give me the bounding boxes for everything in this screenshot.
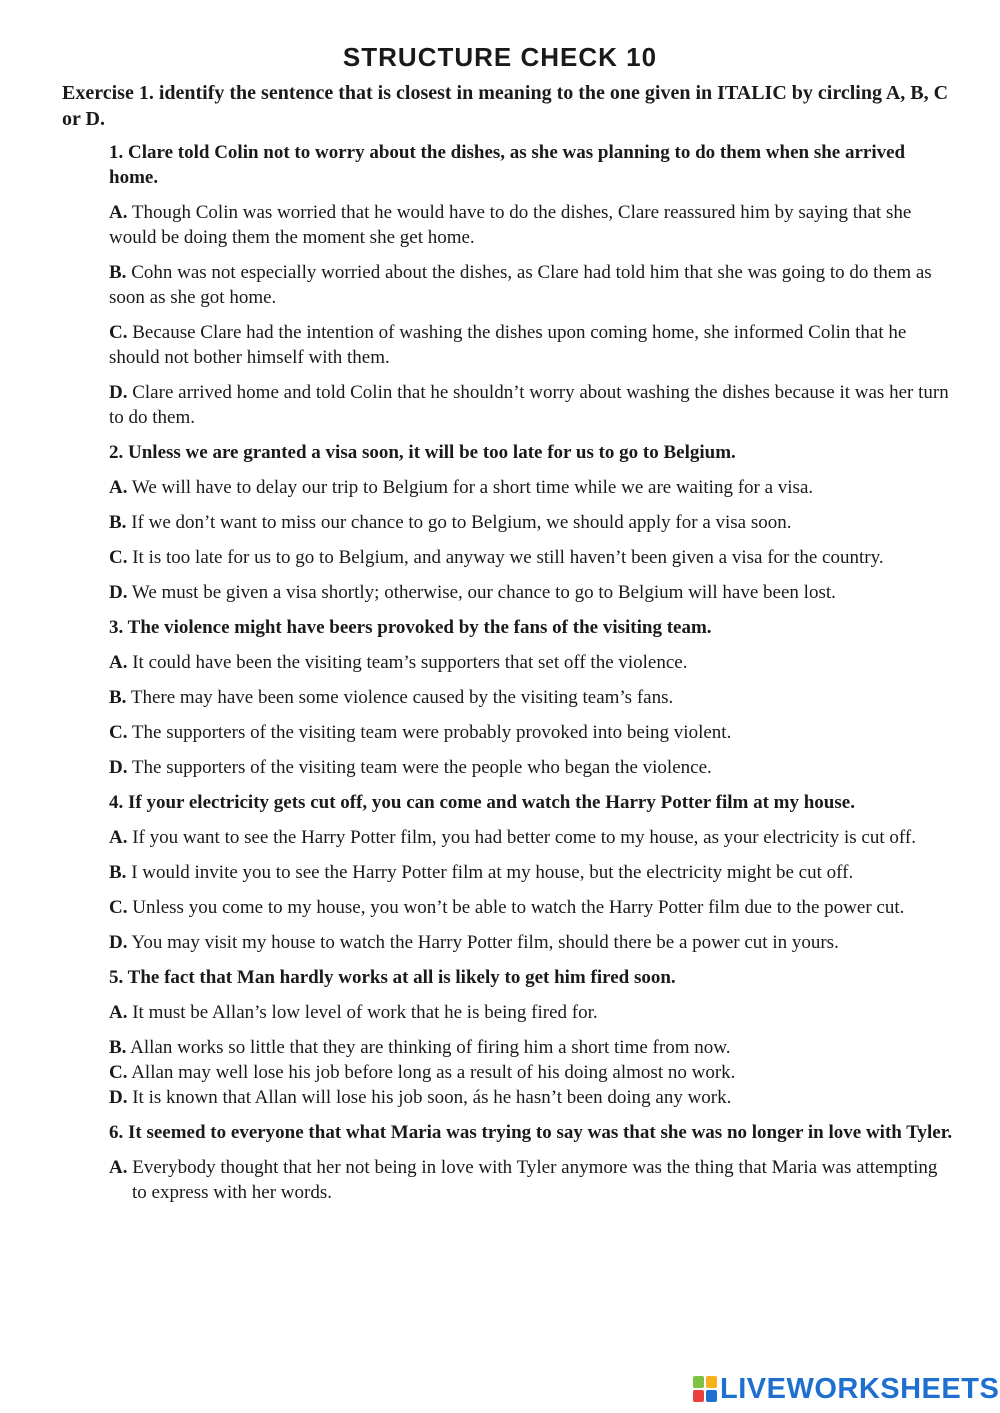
option-letter: A. [109, 1002, 128, 1023]
question-2-option-d[interactable] [109, 580, 954, 605]
question-5-option-b[interactable] [109, 1035, 954, 1060]
option-text: It is known that Allan will lose his job soon, ás he hasn’t been doing any work. [132, 1087, 732, 1108]
question-3-option-d[interactable] [109, 755, 954, 780]
liveworksheets-icon [693, 1376, 717, 1402]
option-text: Though Colin was worried that he would have to do the dishes, Clare reassured him by saying that she would be doing them the moment she get home. [109, 202, 912, 248]
question-1-option-a[interactable] [109, 200, 954, 250]
option-text: Allan may well lose his job before long as a result of his doing almost no work. [131, 1062, 736, 1083]
option-letter: C. [109, 1062, 128, 1083]
question-5-option-c[interactable] [109, 1060, 954, 1085]
option-text: Cohn was not especially worried about the dishes, as Clare had told him that she was going to do them as soon as she got home. [109, 262, 932, 308]
option-text: We will have to delay our trip to Belgium for a short time while we are waiting for a visa. [131, 477, 814, 498]
question-1-option-b[interactable] [109, 260, 954, 310]
option-letter: D. [109, 382, 128, 403]
option-letter: D. [109, 582, 128, 603]
logo-text: LIVEWORKSHEETS [720, 1372, 1000, 1405]
question-3-option-b[interactable] [109, 685, 954, 710]
option-text: Unless you come to my house, you won’t be able to watch the Harry Potter film due to the power cut. [132, 897, 905, 918]
question-2-option-b[interactable] [109, 510, 954, 535]
option-letter: D. [109, 757, 128, 778]
option-text: It must be Allan’s low level of work that he is being fired for. [132, 1002, 598, 1023]
question-4-option-d[interactable] [109, 930, 954, 955]
option-letter: B. [109, 512, 127, 533]
exercise-instruction: Exercise 1. identify the sentence that is closest in meaning to the one given in ITALIC by circling A, B, C or D. [62, 82, 949, 130]
option-text: Everybody thought that her not being in love with Tyler anymore was the thing that Maria was attempting to express with her words. [132, 1157, 938, 1203]
option-letter: D. [109, 1087, 128, 1108]
option-text: If you want to see the Harry Potter film, you had better come to my house, as your electricity is cut off. [132, 827, 916, 848]
option-letter: A. [109, 652, 128, 673]
liveworksheets-logo [693, 1371, 999, 1407]
question-4-option-c[interactable] [109, 895, 954, 920]
option-letter: B. [109, 1037, 127, 1058]
question-4-prompt: 4. If your electricity gets cut off, you can come and watch the Harry Potter film at my house. [109, 792, 855, 813]
question-5-option-d[interactable] [109, 1085, 954, 1110]
option-text: The supporters of the visiting team were the people who began the violence. [131, 757, 712, 778]
option-letter: B. [109, 262, 127, 283]
option-text: We must be given a visa shortly; otherwise, our chance to go to Belgium will have been lost. [131, 582, 836, 603]
question-3-option-a[interactable] [109, 650, 954, 675]
option-text: It could have been the visiting team’s supporters that set off the violence. [132, 652, 688, 673]
option-text: I would invite you to see the Harry Potter film at my house, but the electricity might be cut off. [131, 862, 854, 883]
option-letter: A. [109, 202, 128, 223]
question-3-option-c[interactable] [109, 720, 954, 745]
option-letter: C. [109, 722, 128, 743]
question-2-option-c[interactable] [109, 545, 954, 570]
option-text: Allan works so little that they are thinking of firing him a short time from now. [130, 1037, 731, 1058]
question-6-option-a[interactable] [109, 1155, 954, 1205]
option-letter: C. [109, 547, 128, 568]
option-text: If we don’t want to miss our chance to go to Belgium, we should apply for a visa soon. [131, 512, 792, 533]
option-text: The supporters of the visiting team were probably provoked into being violent. [131, 722, 732, 743]
question-list [109, 140, 954, 1215]
option-text: You may visit my house to watch the Harry Potter film, should there be a power cut in yours. [131, 932, 839, 953]
question-1-option-d[interactable] [109, 380, 954, 430]
option-letter: A. [109, 1157, 128, 1178]
option-text: It is too late for us to go to Belgium, and anyway we still haven’t been given a visa for the country. [132, 547, 884, 568]
question-4-option-a[interactable] [109, 825, 954, 850]
option-letter: A. [109, 827, 128, 848]
option-text: Clare arrived home and told Colin that he shouldn’t worry about washing the dishes because it was her turn to do them. [109, 382, 949, 428]
question-2-prompt: 2. Unless we are granted a visa soon, it will be too late for us to go to Belgium. [109, 442, 736, 463]
question-3-prompt: 3. The violence might have beers provoked by the fans of the visiting team. [109, 617, 712, 638]
option-letter: B. [109, 687, 127, 708]
option-letter: A. [109, 477, 128, 498]
question-4-option-b[interactable] [109, 860, 954, 885]
question-1-option-c[interactable] [109, 320, 954, 370]
question-5-prompt: 5. The fact that Man hardly works at all is likely to get him fired soon. [109, 967, 676, 988]
option-letter: C. [109, 322, 128, 343]
option-letter: B. [109, 862, 127, 883]
option-text: Because Clare had the intention of washing the dishes upon coming home, she informed Colin that he should not bother himself with them. [109, 322, 907, 368]
option-letter: D. [109, 932, 128, 953]
question-6-prompt: 6. It seemed to everyone that what Maria was trying to say was that she was no longer in love with Tyler. [109, 1122, 953, 1143]
question-2-option-a[interactable] [109, 475, 954, 500]
option-text: There may have been some violence caused by the visiting team’s fans. [130, 687, 674, 708]
page-title: STRUCTURE CHECK 10 [342, 42, 658, 72]
question-5-option-a[interactable] [109, 1000, 954, 1025]
option-letter: C. [109, 897, 128, 918]
question-1-prompt: 1. Clare told Colin not to worry about the dishes, as she was planning to do them when she arrived home. [109, 142, 906, 188]
